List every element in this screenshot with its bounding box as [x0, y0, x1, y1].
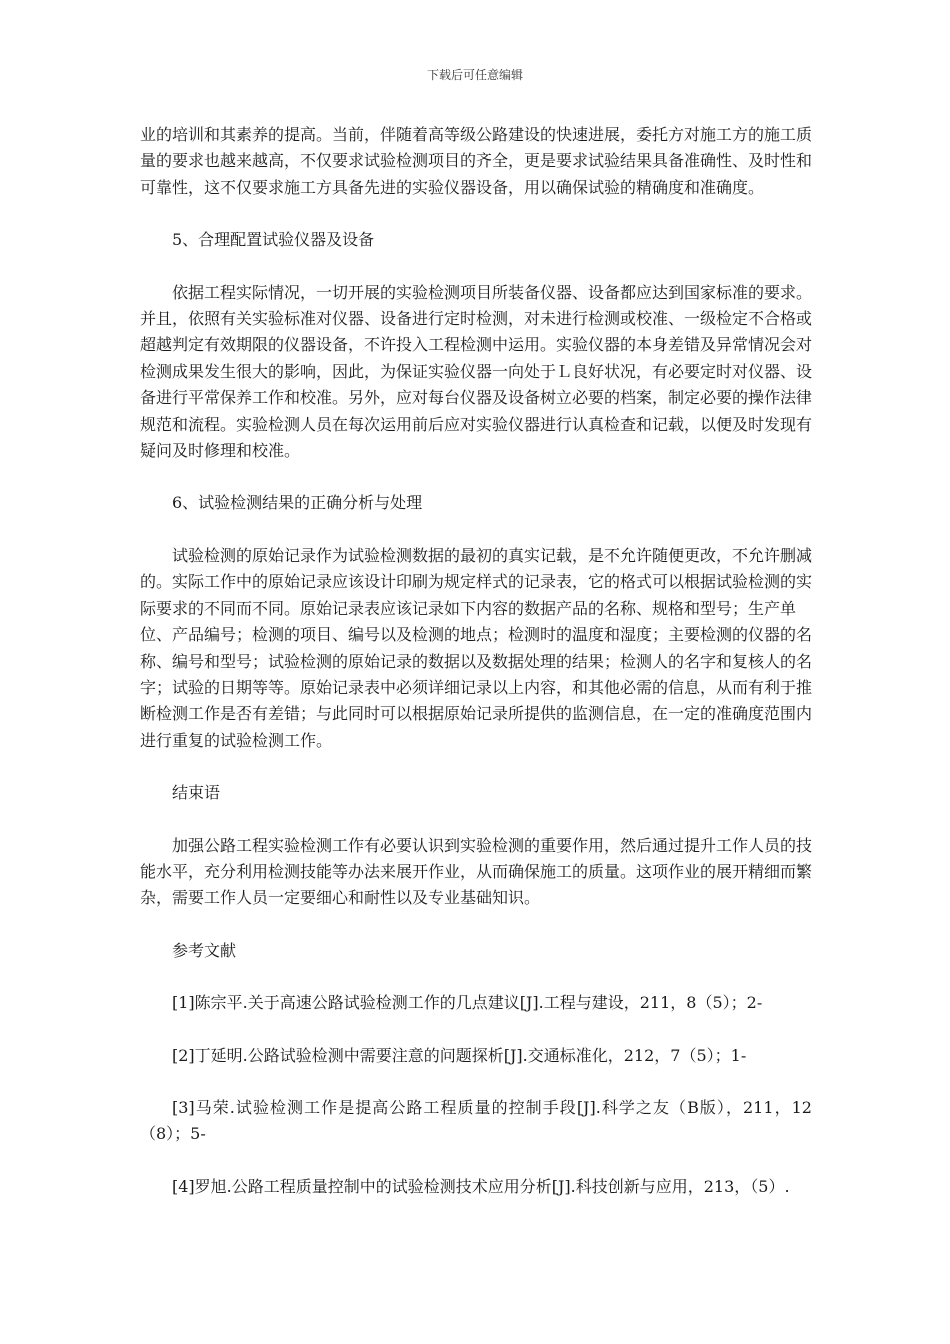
paragraph-conclusion: 加强公路工程实验检测工作有必要认识到实验检测的重要作用，然后通过提升工作人员的技能水平，充分利用检测技能等办法来展开作业，从而确保施工的质量。这项作业的展开精细而繁杂，需要工作人员一定要细心和耐性以及专业基础知识。 — [140, 835, 813, 908]
reference-item-3: [3]马荣.试验检测工作是提高公路工程质量的控制手段[J].科学之友（B版），211，12（8）；5- — [140, 1097, 812, 1144]
section-heading-6: 6、试验检测结果的正确分析与处理 — [172, 493, 423, 513]
section-heading-5: 5、合理配置试验仪器及设备 — [172, 230, 375, 250]
page-header: 下载后可任意编辑 — [426, 68, 523, 82]
document-body — [140, 122, 812, 1200]
reference-item-2: [2]丁延明.公路试验检测中需要注意的问题探析[J].交通标准化，212，7（5）；1- — [172, 1045, 747, 1065]
conclusion-heading: 结束语 — [172, 783, 221, 803]
reference-item-1: [1]陈宗平.关于高速公路试验检测工作的几点建议[J].工程与建设，211，8（5）；2- — [172, 993, 763, 1013]
paragraph-section-6: 试验检测的原始记录作为试验检测数据的最初的真实记载，是不允许随便更改，不允许删减的。实际工作中的原始记录应该设计印刷为规定样式的记录表，它的格式可以根据试验检测的实际要求的不同而不同。原始记录表应该记录如下内容的数据产品的名称、规格和型号；生产单位、产品编号；检测的项目、编号以及检测的地点；检测时的温度和湿度；主要检测的仪器的名称、编号和型号；试验检测的原始记录的数据以及数据处理的结果；检测人的名字和复核人的名字；试验的日期等等。原始记录表中必须详细记录以上内容，和其他必需的信息，从而有利于推断检测工作是否有差错；与此同时可以根据原始记录所提供的监测信息，在一定的准确度范围内进行重复的试验检测工作。 — [140, 545, 813, 750]
paragraph-intro: 业的培训和其素养的提高。当前，伴随着高等级公路建设的快速进展，委托方对施工方的施工质量的要求也越来越高，不仅要求试验检测项目的齐全，更是要求试验结果具备准确性、及时性和可靠性，这不仅要求施工方具备先进的实验仪器设备，用以确保试验的精确度和准确度。 — [140, 125, 813, 197]
reference-item-4: [4]罗旭.公路工程质量控制中的试验检测技术应用分析[J].科技创新与应用，213，（5）. — [172, 1176, 790, 1196]
references-heading: 参考文献 — [172, 940, 237, 960]
paragraph-section-5: 依据工程实际情况，一切开展的实验检测项目所装备仪器、设备都应达到国家标准的要求。并且，依照有关实验标准对仪器、设备进行定时检测，对未进行检测或校准、一级检定不合格或超越判定有效期限的仪器设备，不许投入工程检测中运用。实验仪器的本身差错及异常情况会对检测成果发生很大的影响，因此，为保证实验仪器一向处于Ｌ良好状况，有必要定时对仪器、设备进行平常保养工作和校准。另外，应对每台仪器及设备树立必要的档案，制定必要的操作法律规范和流程。实验检测人员在每次运用前后应对实验仪器进行认真检查和记载，以便及时发现有疑问及时修理和校准。 — [140, 282, 813, 461]
